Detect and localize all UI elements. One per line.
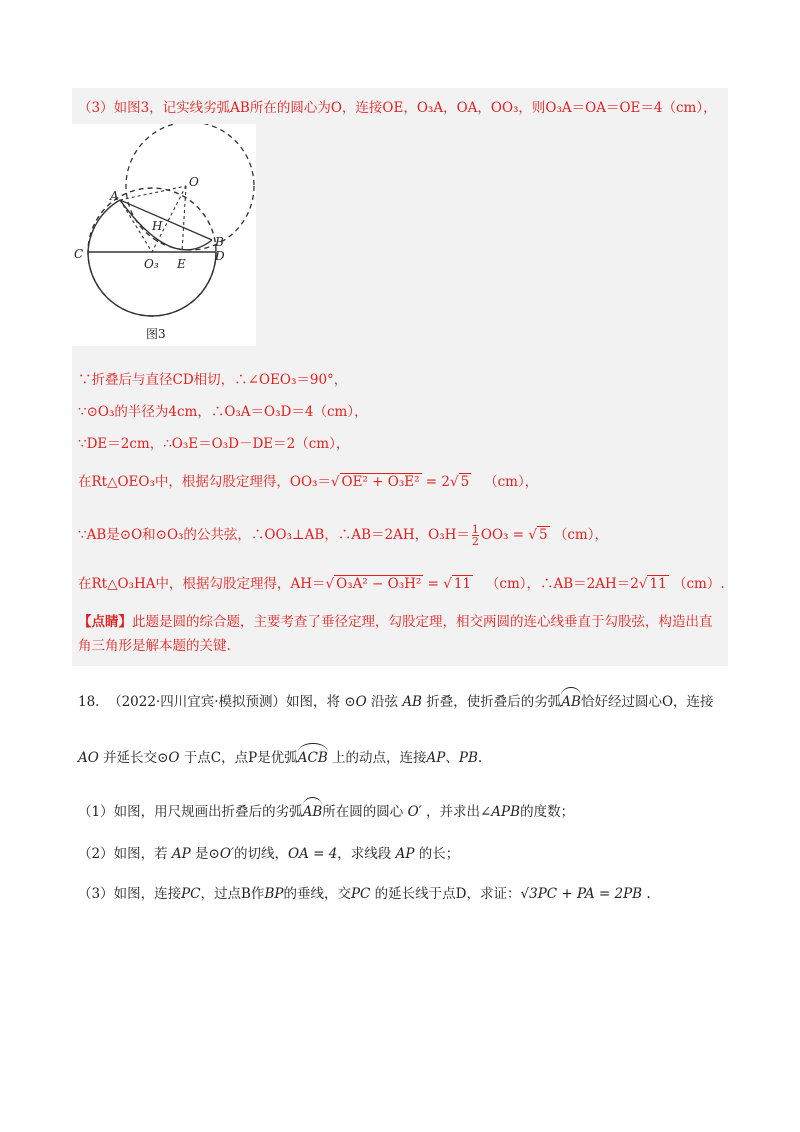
step-6-sqrt2: 11 <box>649 576 667 592</box>
step-6-post: （cm）. <box>672 576 725 592</box>
step-4-radicand: OE² + O₃E² <box>341 474 420 490</box>
fraction-half: $\frac{1}{2}$ <box>471 523 479 548</box>
sqrt-sign: √ <box>528 527 537 543</box>
sqrt-sign: √ <box>638 576 648 592</box>
chord-ab <box>120 200 212 240</box>
label-h: H <box>152 219 163 233</box>
step-5-mid: OO₃ = <box>480 527 525 543</box>
step-5-post: （cm）， <box>553 527 608 543</box>
question-part-2: （2）如图，若 AP 是⊙O′的切线，OA = 4，求线段 AP 的长； <box>78 846 460 862</box>
comment-text: 此题是圆的综合题，主要考查了垂径定理，勾股定理，相交两圆的连心线垂直于勾股弦，构造出直角三角形是解本题的关键. <box>78 614 713 654</box>
step-6-eq: = <box>423 576 444 592</box>
arc-ab: AB <box>302 804 323 820</box>
step-4-eq: = 2 <box>421 474 450 490</box>
figure-caption: 图3 <box>146 327 166 341</box>
comment-tag: 【点睛】 <box>78 614 132 630</box>
sqrt-sign: √ <box>443 576 452 592</box>
step-4-post: （cm）， <box>484 474 539 490</box>
label-b: B <box>215 235 224 249</box>
arc-ab: AB <box>561 694 581 710</box>
label-o3: O₃ <box>144 257 159 271</box>
label-a: A <box>110 189 119 203</box>
question-part-3: （3）如图，连接PC，过点B作BP的垂线，交PC 的延长线于点D，求证：√3PC + PA = 2PB . <box>78 886 651 902</box>
step-6 <box>78 574 725 594</box>
step-5-pre: ∵AB是⊙O和⊙O₃的公共弦，∴OO₃⊥AB，∴AB＝2AH，O₃H＝ <box>78 527 470 543</box>
step-4-pre: 在Rt△OEO₃中，根据勾股定理得，OO₃＝ <box>78 474 331 490</box>
geometry-diagram <box>72 124 256 346</box>
step-2: ∵⊙O₃的半径为4cm，∴O₃A＝O₃D＝4（cm）， <box>78 404 368 420</box>
figure-3 <box>72 124 256 346</box>
comment-note <box>78 610 723 658</box>
question-number: 18. <box>78 694 100 710</box>
step-4-sqrt: 5 <box>460 474 470 490</box>
label-c: C <box>74 247 84 261</box>
step-5-sqrt: 5 <box>538 527 548 543</box>
label-d: D <box>215 249 225 263</box>
label-o: O <box>189 175 199 189</box>
sqrt-sign: √ <box>330 474 340 490</box>
step-6-pre: 在Rt△O₃HA中，根据勾股定理得，AH＝ <box>78 576 326 592</box>
step-1: ∵折叠后与直径CD相切，∴∠OEO₃＝90°， <box>78 372 348 388</box>
step-3: ∵DE＝2cm，∴O₃E＝O₃D－DE＝2（cm）， <box>78 436 350 452</box>
step-6-mid: （cm），∴AB＝2AH＝2 <box>485 576 639 592</box>
step-4 <box>78 472 538 492</box>
step-6-radicand: O₃A² − O₃H² <box>336 576 422 592</box>
arc-acb: ACB <box>297 750 328 766</box>
part3-intro: （3）如图3，记实线劣弧AB所在的圆心为O，连接OE，O₃A，OA，OO₃，则O₃A＝OA＝OE＝4（cm）， <box>78 100 717 116</box>
step-5 <box>78 524 608 547</box>
sqrt-sign: √ <box>450 474 459 490</box>
label-e: E <box>177 257 186 271</box>
question-source: （2022·四川宜宾·模拟预测） <box>108 694 287 710</box>
sqrt-sign: √ <box>325 576 335 592</box>
question-part-1: （1）如图，用尺规画出折叠后的劣弧AB所在圆的圆心 O′ ，并求出∠APB的度数； <box>78 804 575 820</box>
step-6-sqrt: 11 <box>453 576 472 592</box>
segment-ao3 <box>120 200 152 252</box>
question-18-line-2: AO 并延长交⊙O 于点C，点P是优弧ACB 上的动点，连接AP、PB. <box>78 750 483 766</box>
question-18-line-1: 18. （2022·四川宜宾·模拟预测）如图，将 ⊙O 沿弦 AB 折叠，使折叠后的劣弧AB恰好经过圆心O，连接 <box>78 694 714 710</box>
